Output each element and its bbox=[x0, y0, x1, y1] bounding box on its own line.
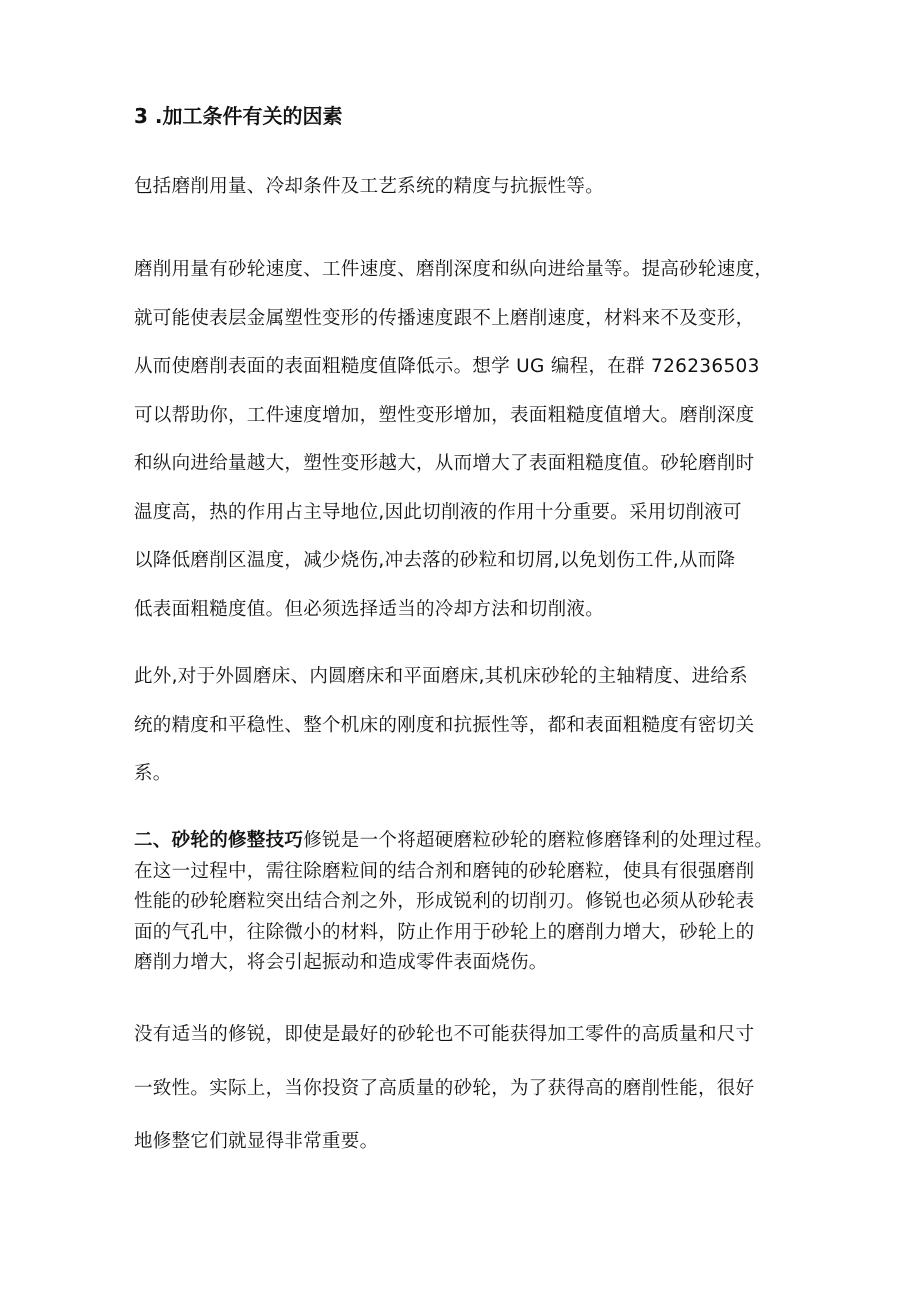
paragraph-line: 从而使磨削表面的表面粗糙度值降低示。想学 UG 编程，在群 726236503 bbox=[134, 356, 760, 377]
paragraph-line: 以降低磨削区温度，减少烧伤,冲去落的砂粒和切屑,以免划伤工件,从而降 bbox=[134, 550, 736, 571]
paragraph-line: 此外,对于外圆磨床、内圆磨床和平面磨床,其机床砂轮的主轴精度、进给系 bbox=[134, 666, 748, 687]
paragraph-line: 一致性。实际上，当你投资了高质量的砂轮，为了获得高的磨削性能，很好 bbox=[134, 1077, 755, 1099]
paragraph-line: 包括磨削用量、冷却条件及工艺系统的精度与抗振性等。 bbox=[134, 176, 605, 197]
machine-paragraph bbox=[134, 653, 814, 799]
section-heading: 3 .加工条件有关的因素 bbox=[134, 104, 343, 128]
conclusion-paragraph bbox=[134, 1008, 814, 1169]
paragraph-line: 磨削用量有砂轮速度、工件速度、磨削深度和纵向进给量等。提高砂轮速度， bbox=[134, 259, 774, 280]
dressing-section-title: 二、砂轮的修整技巧 bbox=[134, 830, 304, 851]
paragraph-line: 磨削力增大，将会引起振动和造成零件表面烧伤。 bbox=[134, 952, 548, 973]
paragraph-line: 系。 bbox=[134, 763, 172, 784]
paragraph-line: 面的气孔中，往除微小的材料，防止作用于砂轮上的磨削力增大，砂轮上的 bbox=[134, 921, 755, 943]
paragraph-line: 性能的砂轮磨粒突出结合剂之外，形成锐利的切削刃。修锐也必须从砂轮表 bbox=[134, 891, 755, 912]
paragraph-line: 和纵向进给量越大，塑性变形越大，从而增大了表面粗糙度值。砂轮磨削时 bbox=[134, 453, 755, 474]
paragraph-line bbox=[134, 826, 814, 857]
paragraph-line: 温度高，热的作用占主导地位,因此切削液的作用十分重要。采用切削液可 bbox=[134, 501, 742, 523]
dressing-paragraph bbox=[134, 826, 814, 979]
paragraph-line: 低表面粗糙度值。但必须选择适当的冷却方法和切削液。 bbox=[134, 598, 605, 620]
paragraph-line: 没有适当的修锐，即使是最好的砂轮也不可能获得加工零件的高质量和尺寸 bbox=[134, 1024, 755, 1045]
paragraph-line: 就可能使表层金属塑性变形的传播速度跟不上磨削速度，材料来不及变形， bbox=[134, 307, 755, 329]
dressing-first-line-text: 修锐是一个将超硬磨粒砂轮的磨粒修磨锋利的处理过程。 bbox=[303, 830, 774, 851]
paragraph-line: 可以帮助你，工件速度增加，塑性变形增加，表面粗糙度值增大。磨削深度 bbox=[134, 404, 755, 426]
paragraph-line: 地修整它们就显得非常重要。 bbox=[134, 1131, 379, 1152]
intro-paragraph bbox=[134, 172, 814, 202]
paragraph-line: 在这一过程中，需往除磨粒间的结合剂和磨钝的砂轮磨粒，使具有很强磨削 bbox=[134, 860, 755, 882]
grinding-amount-paragraph bbox=[134, 246, 814, 634]
paragraph-line: 统的精度和平稳性、整个机床的刚度和抗振性等，都和表面粗糙度有密切关 bbox=[134, 714, 755, 736]
